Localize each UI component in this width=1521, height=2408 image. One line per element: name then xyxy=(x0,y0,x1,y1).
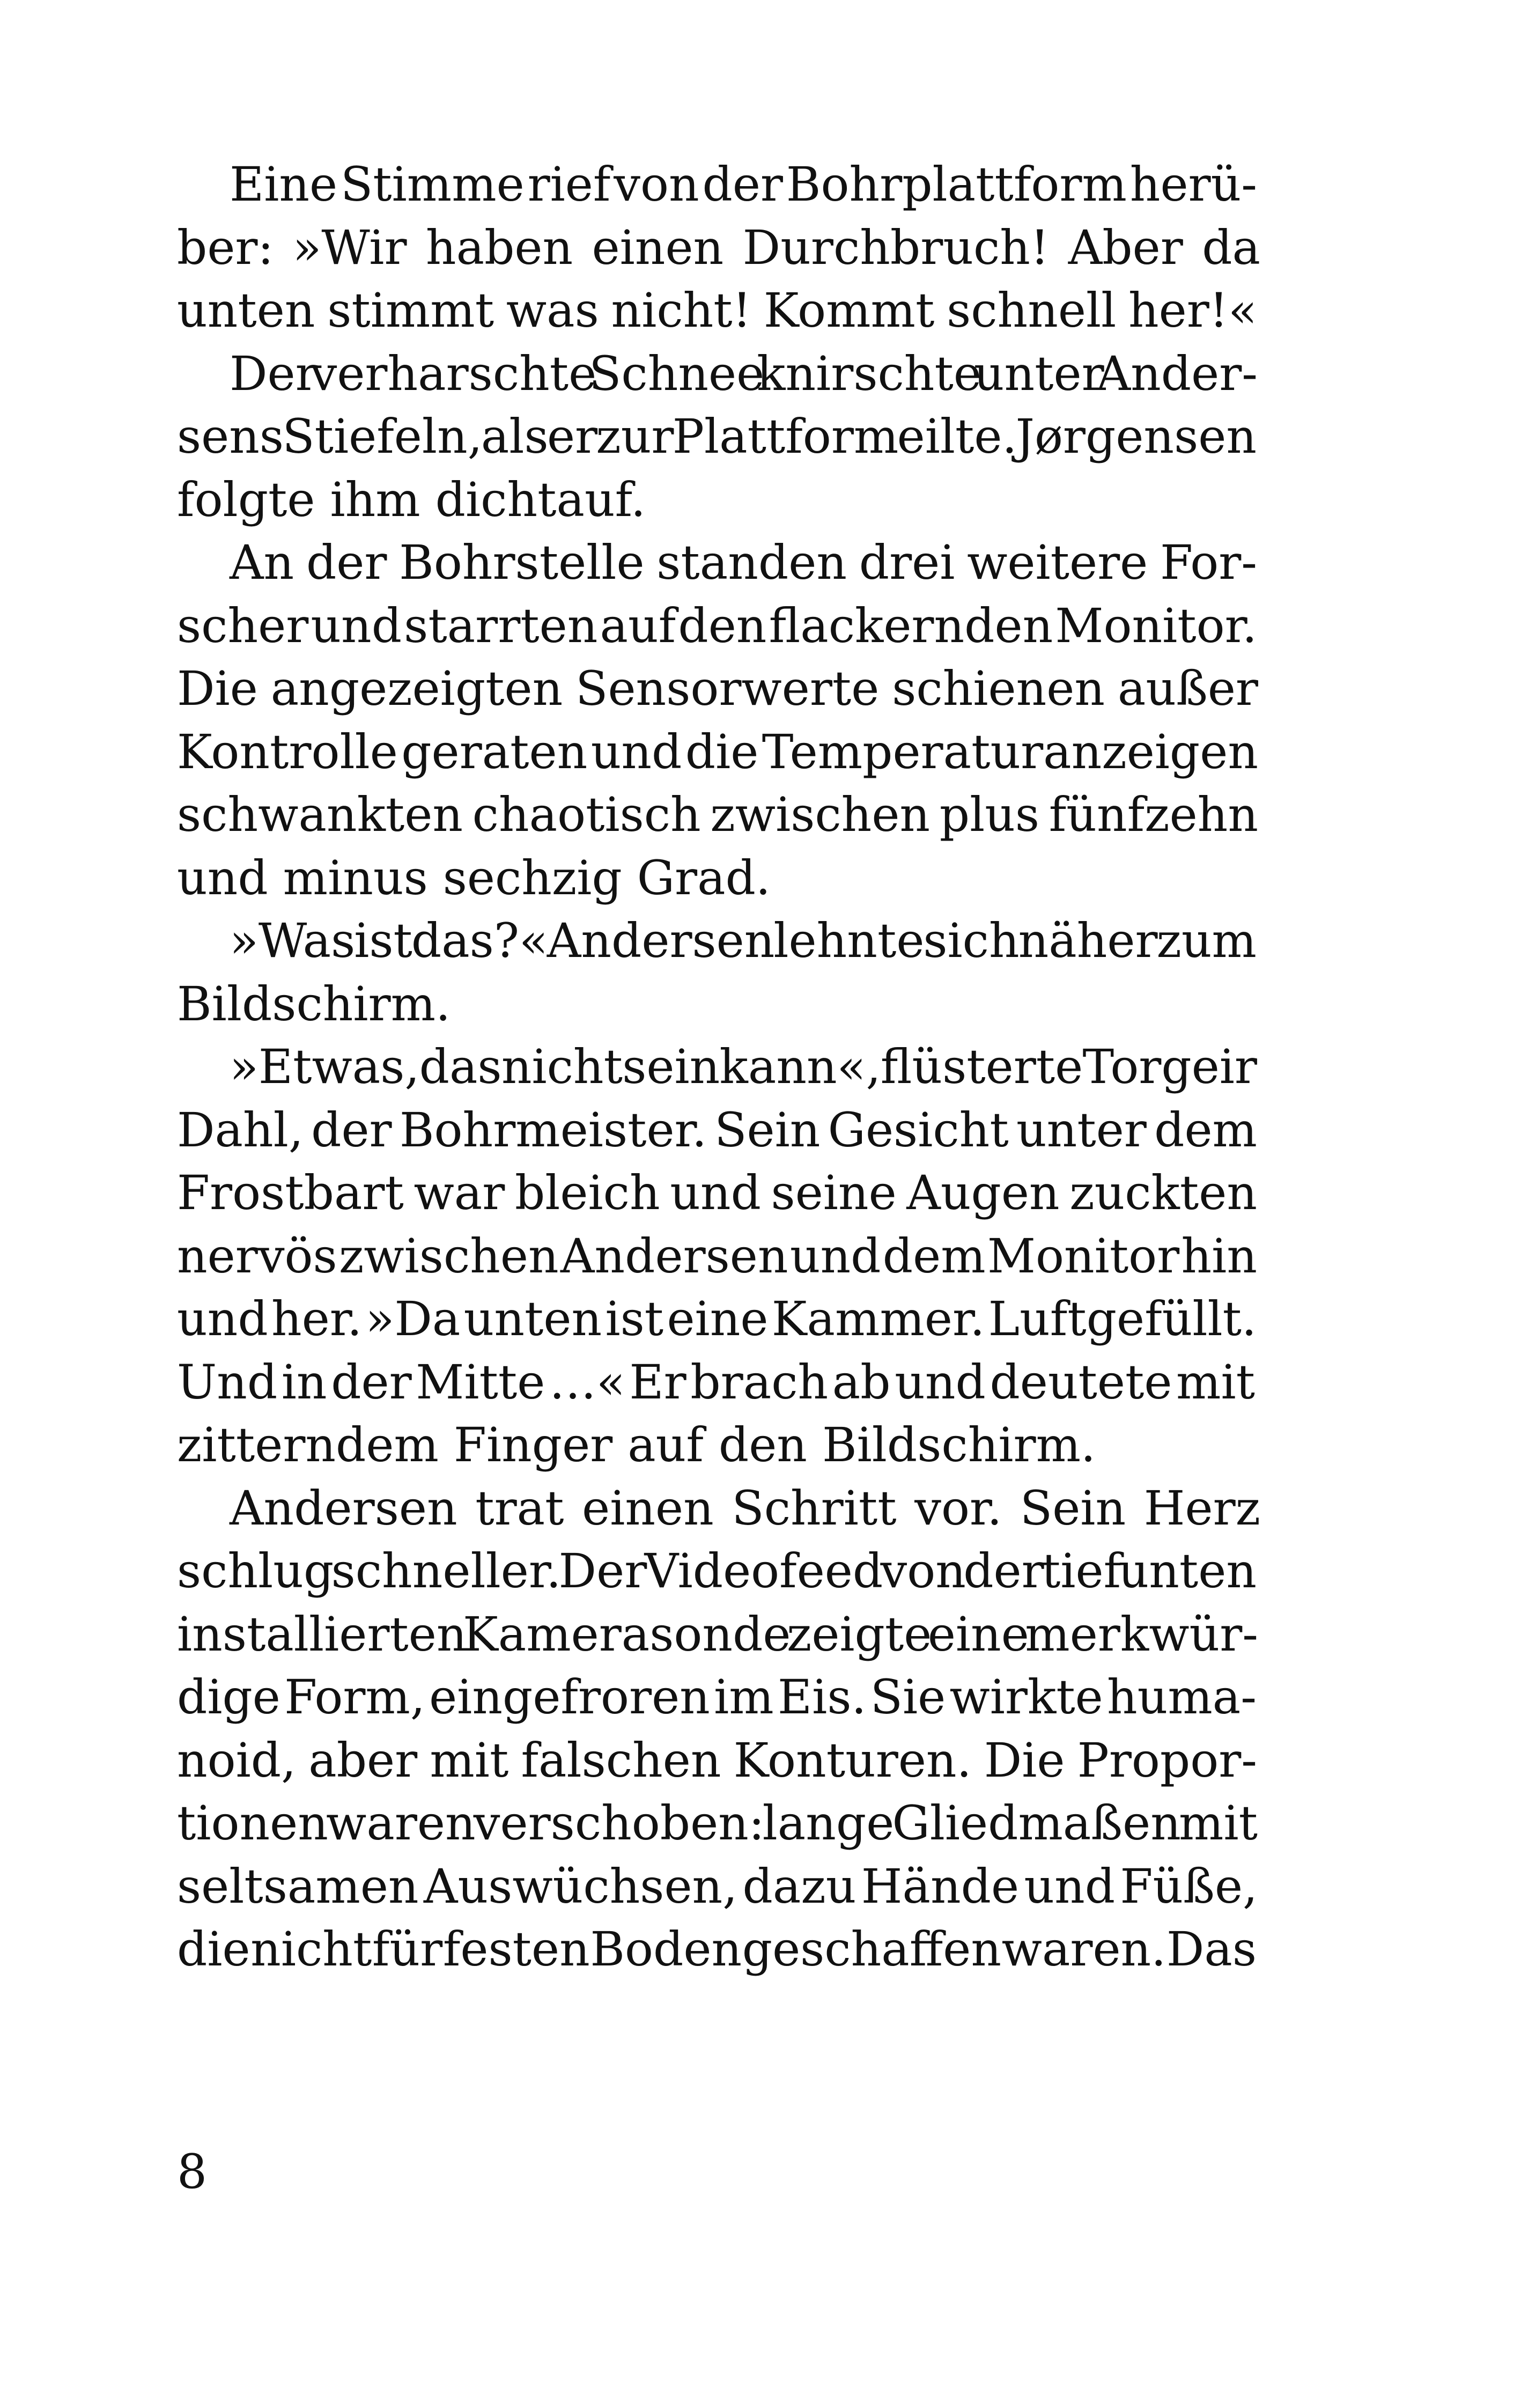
text-line: seltsamen Auswüchsen, dazu Hände und Füße, xyxy=(177,1858,1258,1914)
text-line: Andersen trat einen Schritt vor. Sein Herz xyxy=(230,1480,1260,1536)
text-line: Frostbart war bleich und seine Augen zuckten xyxy=(177,1165,1257,1220)
page-number: 8 xyxy=(177,2144,207,2199)
text-line: ber: »Wir haben einen Durchbruch! Aber da xyxy=(177,219,1260,275)
body-text xyxy=(177,153,1260,1981)
text-line: »Was ist das?« Andersen lehnte sich näher zum xyxy=(230,913,1257,968)
text-line: die nicht für festen Boden geschaffen waren. Das xyxy=(177,1921,1257,1977)
text-line: Kontrolle geraten und die Temperaturanzeigen xyxy=(177,724,1258,779)
text-line: Eine Stimme rief von der Bohrplattform herü- xyxy=(230,157,1257,212)
text-line: Die angezeigten Sensorwerte schienen außer xyxy=(177,661,1258,716)
text-line: installierten Kamerasonde zeigte eine merkwür- xyxy=(177,1606,1258,1662)
text-line: folgte ihm dichtauf. xyxy=(177,472,646,527)
text-line: nervös zwischen Andersen und dem Monitor hin xyxy=(177,1228,1257,1284)
text-line: und her. »Da unten ist eine Kammer. Luftgefüllt. xyxy=(177,1291,1257,1346)
text-line: unten stimmt was nicht! Kommt schnell her!« xyxy=(177,283,1257,338)
text-line: und minus sechzig Grad. xyxy=(177,850,771,905)
text-line: sens Stiefeln, als er zur Plattform eilte. Jørgensen xyxy=(177,409,1257,464)
text-line: Und in der Mitte …« Er brach ab und deutete mit xyxy=(177,1354,1255,1410)
text-line: tionen waren verschoben: lange Gliedmaßen mit xyxy=(177,1795,1258,1851)
text-line: An der Bohrstelle standen drei weitere For- xyxy=(230,535,1257,590)
text-line: schlug schneller. Der Videofeed von der tief unten xyxy=(177,1543,1257,1599)
text-line: schwankten chaotisch zwischen plus fünfzehn xyxy=(177,787,1258,842)
text-line: Der verharschte Schnee knirschte unter Ander- xyxy=(230,345,1258,401)
text-line: noid, aber mit falschen Konturen. Die Propor- xyxy=(177,1732,1257,1788)
text-line: Dahl, der Bohrmeister. Sein Gesicht unter dem xyxy=(177,1102,1257,1158)
text-line: zitterndem Finger auf den Bildschirm. xyxy=(177,1417,1096,1472)
text-line: Bildschirm. xyxy=(177,976,451,1032)
text-line: scher und starrten auf den flackernden Monitor. xyxy=(177,598,1257,653)
text-line: »Etwas, das nicht sein kann«, flüsterte Torgeir xyxy=(230,1039,1257,1094)
text-line: dige Form, eingefroren im Eis. Sie wirkte huma- xyxy=(177,1669,1257,1725)
